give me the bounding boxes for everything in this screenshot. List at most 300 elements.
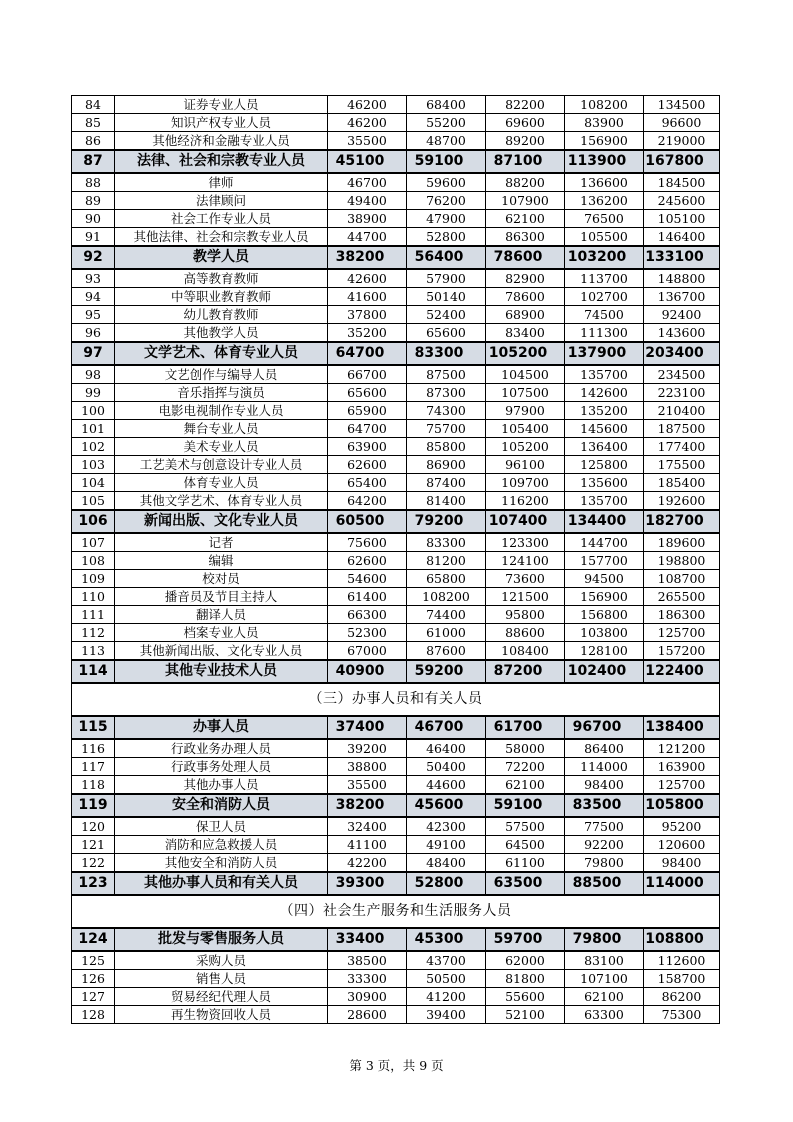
occupation-name: 中等职业教育教师 (115, 288, 328, 306)
wage-value: 52300 (328, 624, 407, 642)
wage-value: 77500 (565, 817, 644, 836)
wage-value: 68400 (407, 96, 486, 114)
table-row (72, 758, 720, 776)
occupation-name: 其他新闻出版、文化专业人员 (115, 642, 328, 661)
table-row (72, 210, 720, 228)
row-index: 102 (72, 438, 115, 456)
row-index: 84 (72, 96, 115, 114)
wage-value: 105200 (486, 342, 565, 365)
occupation-name: 编辑 (115, 552, 328, 570)
wage-value: 210400 (644, 402, 720, 420)
table-row (72, 402, 720, 420)
occupation-name: 律师 (115, 173, 328, 192)
occupation-name: 法律顾问 (115, 192, 328, 210)
table-row (72, 951, 720, 970)
section-title: （三）办事人员和有关人员 (72, 683, 720, 716)
wage-value: 223100 (644, 384, 720, 402)
wage-value: 83300 (407, 533, 486, 552)
row-index: 107 (72, 533, 115, 552)
wage-value: 98400 (565, 776, 644, 795)
wage-value: 86200 (644, 988, 720, 1006)
wage-value: 42300 (407, 817, 486, 836)
wage-value: 79200 (407, 510, 486, 533)
wage-value: 49400 (328, 192, 407, 210)
wage-value: 74300 (407, 402, 486, 420)
wage-value: 81800 (486, 970, 565, 988)
wage-value: 41100 (328, 836, 407, 854)
wage-table-body (72, 96, 720, 1024)
wage-value: 105500 (565, 228, 644, 247)
row-index: 121 (72, 836, 115, 854)
occupation-name: 证券专业人员 (115, 96, 328, 114)
wage-value: 121200 (644, 739, 720, 758)
occupation-name: 办事人员 (115, 716, 328, 739)
occupation-name: 其他文学艺术、体育专业人员 (115, 492, 328, 511)
table-row (72, 854, 720, 873)
wage-value: 87300 (407, 384, 486, 402)
wage-value: 62600 (328, 552, 407, 570)
wage-value: 92400 (644, 306, 720, 324)
row-index: 122 (72, 854, 115, 873)
category-row (72, 928, 720, 951)
occupation-name: 电影电视制作专业人员 (115, 402, 328, 420)
wage-value: 59100 (407, 150, 486, 173)
wage-value: 85800 (407, 438, 486, 456)
occupation-name: 采购人员 (115, 951, 328, 970)
wage-value: 113700 (565, 269, 644, 288)
wage-value: 135200 (565, 402, 644, 420)
occupation-name: 美术专业人员 (115, 438, 328, 456)
wage-value: 156800 (565, 606, 644, 624)
table-row (72, 384, 720, 402)
wage-value: 66300 (328, 606, 407, 624)
wage-value: 98400 (644, 854, 720, 873)
wage-value: 189600 (644, 533, 720, 552)
wage-value: 219000 (644, 132, 720, 151)
category-row (72, 660, 720, 683)
wage-value: 61400 (328, 588, 407, 606)
table-row (72, 739, 720, 758)
wage-value: 65800 (407, 570, 486, 588)
wage-value: 125700 (644, 624, 720, 642)
wage-value: 245600 (644, 192, 720, 210)
row-index: 125 (72, 951, 115, 970)
wage-value: 48700 (407, 132, 486, 151)
occupation-name: 教学人员 (115, 246, 328, 269)
table-row (72, 365, 720, 384)
wage-value: 62100 (486, 210, 565, 228)
table-row (72, 269, 720, 288)
wage-value: 52800 (407, 872, 486, 895)
wage-value: 88500 (565, 872, 644, 895)
wage-table (71, 95, 720, 1024)
wage-value: 72200 (486, 758, 565, 776)
occupation-name: 批发与零售服务人员 (115, 928, 328, 951)
wage-value: 95200 (644, 817, 720, 836)
row-index: 92 (72, 246, 115, 269)
table-row (72, 552, 720, 570)
wage-value: 105200 (486, 438, 565, 456)
wage-value: 120600 (644, 836, 720, 854)
wage-value: 136200 (565, 192, 644, 210)
wage-value: 105800 (644, 794, 720, 817)
wage-value: 30900 (328, 988, 407, 1006)
wage-value: 108700 (644, 570, 720, 588)
wage-value: 96600 (644, 114, 720, 132)
wage-value: 103800 (565, 624, 644, 642)
table-row (72, 96, 720, 114)
occupation-name: 保卫人员 (115, 817, 328, 836)
wage-value: 37400 (328, 716, 407, 739)
wage-value: 35500 (328, 132, 407, 151)
wage-value: 64700 (328, 420, 407, 438)
row-index: 86 (72, 132, 115, 151)
row-index: 128 (72, 1006, 115, 1024)
wage-value: 96100 (486, 456, 565, 474)
wage-value: 52800 (407, 228, 486, 247)
wage-value: 108800 (644, 928, 720, 951)
wage-value: 125800 (565, 456, 644, 474)
wage-value: 41600 (328, 288, 407, 306)
wage-value: 105400 (486, 420, 565, 438)
occupation-name: 体育专业人员 (115, 474, 328, 492)
wage-value: 137900 (565, 342, 644, 365)
wage-value: 59700 (486, 928, 565, 951)
wage-value: 46400 (407, 739, 486, 758)
wage-value: 109700 (486, 474, 565, 492)
wage-value: 46200 (328, 114, 407, 132)
wage-value: 61000 (407, 624, 486, 642)
row-index: 87 (72, 150, 115, 173)
wage-value: 35200 (328, 324, 407, 343)
table-row (72, 192, 720, 210)
wage-value: 192600 (644, 492, 720, 511)
wage-value: 111300 (565, 324, 644, 343)
table-row (72, 588, 720, 606)
wage-value: 107400 (486, 510, 565, 533)
page-footer: 第 3 页，共 9 页 (349, 1058, 444, 1073)
wage-value: 94500 (565, 570, 644, 588)
wage-value: 157700 (565, 552, 644, 570)
wage-value: 76200 (407, 192, 486, 210)
wage-value: 135600 (565, 474, 644, 492)
occupation-name: 新闻出版、文化专业人员 (115, 510, 328, 533)
wage-value: 65600 (328, 384, 407, 402)
category-row (72, 510, 720, 533)
row-index: 85 (72, 114, 115, 132)
row-index: 93 (72, 269, 115, 288)
wage-value: 134500 (644, 96, 720, 114)
wage-value: 64500 (486, 836, 565, 854)
row-index: 127 (72, 988, 115, 1006)
wage-value: 124100 (486, 552, 565, 570)
wage-value: 46700 (328, 173, 407, 192)
wage-value: 148800 (644, 269, 720, 288)
section-header-row (72, 895, 720, 928)
row-index: 119 (72, 794, 115, 817)
table-row (72, 624, 720, 642)
row-index: 116 (72, 739, 115, 758)
occupation-name: 其他法律、社会和宗教专业人员 (115, 228, 328, 247)
wage-value: 59200 (407, 660, 486, 683)
wage-value: 69600 (486, 114, 565, 132)
table-row (72, 420, 720, 438)
wage-value: 28600 (328, 1006, 407, 1024)
row-index: 103 (72, 456, 115, 474)
wage-value: 64700 (328, 342, 407, 365)
wage-value: 50400 (407, 758, 486, 776)
wage-value: 133100 (644, 246, 720, 269)
wage-value: 107100 (565, 970, 644, 988)
wage-value: 83400 (486, 324, 565, 343)
table-row (72, 474, 720, 492)
wage-value: 157200 (644, 642, 720, 661)
row-index: 95 (72, 306, 115, 324)
occupation-name: 舞台专业人员 (115, 420, 328, 438)
wage-value: 97900 (486, 402, 565, 420)
wage-value: 187500 (644, 420, 720, 438)
wage-value: 44700 (328, 228, 407, 247)
table-row (72, 492, 720, 511)
wage-value: 50140 (407, 288, 486, 306)
wage-value: 83900 (565, 114, 644, 132)
occupation-name: 其他办事人员 (115, 776, 328, 795)
row-index: 109 (72, 570, 115, 588)
occupation-name: 知识产权专业人员 (115, 114, 328, 132)
wage-value: 67000 (328, 642, 407, 661)
row-index: 105 (72, 492, 115, 511)
wage-value: 88600 (486, 624, 565, 642)
wage-value: 65900 (328, 402, 407, 420)
wage-value: 42200 (328, 854, 407, 873)
wage-value: 122400 (644, 660, 720, 683)
wage-value: 81200 (407, 552, 486, 570)
row-index: 112 (72, 624, 115, 642)
wage-value: 142600 (565, 384, 644, 402)
occupation-name: 其他经济和金融专业人员 (115, 132, 328, 151)
wage-value: 57500 (486, 817, 565, 836)
wage-value: 107900 (486, 192, 565, 210)
wage-value: 82200 (486, 96, 565, 114)
row-index: 96 (72, 324, 115, 343)
row-index: 111 (72, 606, 115, 624)
occupation-name: 再生物资回收人员 (115, 1006, 328, 1024)
wage-value: 184500 (644, 173, 720, 192)
occupation-name: 法律、社会和宗教专业人员 (115, 150, 328, 173)
wage-value: 116200 (486, 492, 565, 511)
wage-value: 55200 (407, 114, 486, 132)
row-index: 91 (72, 228, 115, 247)
wage-value: 56400 (407, 246, 486, 269)
section-header-row (72, 683, 720, 716)
wage-value: 61700 (486, 716, 565, 739)
wage-value: 203400 (644, 342, 720, 365)
wage-value: 79800 (565, 854, 644, 873)
table-row (72, 642, 720, 661)
row-index: 124 (72, 928, 115, 951)
wage-value: 35500 (328, 776, 407, 795)
row-index: 117 (72, 758, 115, 776)
wage-value: 156900 (565, 132, 644, 151)
category-row (72, 872, 720, 895)
wage-value: 146400 (644, 228, 720, 247)
wage-value: 128100 (565, 642, 644, 661)
wage-value: 143600 (644, 324, 720, 343)
wage-value: 57900 (407, 269, 486, 288)
row-index: 118 (72, 776, 115, 795)
wage-value: 102700 (565, 288, 644, 306)
wage-value: 58000 (486, 739, 565, 758)
wage-value: 65600 (407, 324, 486, 343)
table-row (72, 114, 720, 132)
occupation-name: 行政业务办理人员 (115, 739, 328, 758)
wage-value: 47900 (407, 210, 486, 228)
wage-value: 75700 (407, 420, 486, 438)
wage-value: 86300 (486, 228, 565, 247)
table-row (72, 1006, 720, 1024)
wage-value: 52100 (486, 1006, 565, 1024)
section-title: （四）社会生产服务和生活服务人员 (72, 895, 720, 928)
row-index: 97 (72, 342, 115, 365)
wage-value: 62600 (328, 456, 407, 474)
occupation-name: 社会工作专业人员 (115, 210, 328, 228)
occupation-name: 幼儿教育教师 (115, 306, 328, 324)
wage-value: 45300 (407, 928, 486, 951)
row-index: 115 (72, 716, 115, 739)
wage-value: 46200 (328, 96, 407, 114)
row-index: 94 (72, 288, 115, 306)
wage-value: 87400 (407, 474, 486, 492)
wage-value: 182700 (644, 510, 720, 533)
wage-value: 76500 (565, 210, 644, 228)
occupation-name: 档案专业人员 (115, 624, 328, 642)
wage-value: 55600 (486, 988, 565, 1006)
wage-value: 198800 (644, 552, 720, 570)
wage-value: 60500 (328, 510, 407, 533)
wage-value: 63500 (486, 872, 565, 895)
table-row (72, 228, 720, 247)
category-row (72, 342, 720, 365)
occupation-name: 音乐指挥与演员 (115, 384, 328, 402)
occupation-name: 行政事务处理人员 (115, 758, 328, 776)
occupation-name: 其他安全和消防人员 (115, 854, 328, 873)
wage-value: 83300 (407, 342, 486, 365)
wage-value: 64200 (328, 492, 407, 511)
occupation-name: 贸易经纪代理人员 (115, 988, 328, 1006)
table-row (72, 606, 720, 624)
wage-value: 62000 (486, 951, 565, 970)
wage-value: 38500 (328, 951, 407, 970)
wage-value: 38900 (328, 210, 407, 228)
wage-value: 46700 (407, 716, 486, 739)
wage-value: 134400 (565, 510, 644, 533)
row-index: 98 (72, 365, 115, 384)
wage-value: 113900 (565, 150, 644, 173)
wage-value: 62100 (565, 988, 644, 1006)
occupation-name: 记者 (115, 533, 328, 552)
occupation-name: 工艺美术与创意设计专业人员 (115, 456, 328, 474)
row-index: 110 (72, 588, 115, 606)
row-index: 100 (72, 402, 115, 420)
wage-value: 87600 (407, 642, 486, 661)
table-row (72, 456, 720, 474)
wage-value: 108400 (486, 642, 565, 661)
wage-value: 87200 (486, 660, 565, 683)
wage-value: 138400 (644, 716, 720, 739)
wage-value: 59600 (407, 173, 486, 192)
occupation-name: 销售人员 (115, 970, 328, 988)
wage-value: 66700 (328, 365, 407, 384)
wage-value: 156900 (565, 588, 644, 606)
table-row (72, 570, 720, 588)
wage-value: 54600 (328, 570, 407, 588)
wage-value: 61100 (486, 854, 565, 873)
wage-value: 39400 (407, 1006, 486, 1024)
wage-value: 105100 (644, 210, 720, 228)
table-row (72, 988, 720, 1006)
wage-value: 39200 (328, 739, 407, 758)
wage-value: 102400 (565, 660, 644, 683)
occupation-name: 校对员 (115, 570, 328, 588)
category-row (72, 794, 720, 817)
wage-value: 68900 (486, 306, 565, 324)
table-row (72, 173, 720, 192)
wage-value: 74400 (407, 606, 486, 624)
occupation-name: 其他教学人员 (115, 324, 328, 343)
occupation-name: 其他专业技术人员 (115, 660, 328, 683)
wage-value: 136600 (565, 173, 644, 192)
wage-value: 96700 (565, 716, 644, 739)
wage-value: 175500 (644, 456, 720, 474)
row-index: 114 (72, 660, 115, 683)
wage-value: 63900 (328, 438, 407, 456)
wage-value: 73600 (486, 570, 565, 588)
wage-value: 112600 (644, 951, 720, 970)
wage-value: 74500 (565, 306, 644, 324)
occupation-name: 消防和应急救援人员 (115, 836, 328, 854)
row-index: 89 (72, 192, 115, 210)
occupation-name: 其他办事人员和有关人员 (115, 872, 328, 895)
wage-value: 50500 (407, 970, 486, 988)
wage-value: 32400 (328, 817, 407, 836)
table-row (72, 817, 720, 836)
row-index: 101 (72, 420, 115, 438)
table-row (72, 970, 720, 988)
wage-value: 123300 (486, 533, 565, 552)
wage-value: 104500 (486, 365, 565, 384)
wage-value: 87100 (486, 150, 565, 173)
wage-value: 79800 (565, 928, 644, 951)
wage-value: 41200 (407, 988, 486, 1006)
wage-value: 108200 (407, 588, 486, 606)
row-index: 113 (72, 642, 115, 661)
wage-value: 78600 (486, 246, 565, 269)
row-index: 104 (72, 474, 115, 492)
wage-value: 135700 (565, 492, 644, 511)
table-row (72, 306, 720, 324)
wage-value: 37800 (328, 306, 407, 324)
wage-value: 38200 (328, 794, 407, 817)
wage-value: 185400 (644, 474, 720, 492)
occupation-name: 文艺创作与编导人员 (115, 365, 328, 384)
wage-value: 95800 (486, 606, 565, 624)
wage-value: 108200 (565, 96, 644, 114)
wage-value: 75600 (328, 533, 407, 552)
table-row (72, 776, 720, 795)
table-row (72, 836, 720, 854)
wage-value: 65400 (328, 474, 407, 492)
wage-value: 136400 (565, 438, 644, 456)
